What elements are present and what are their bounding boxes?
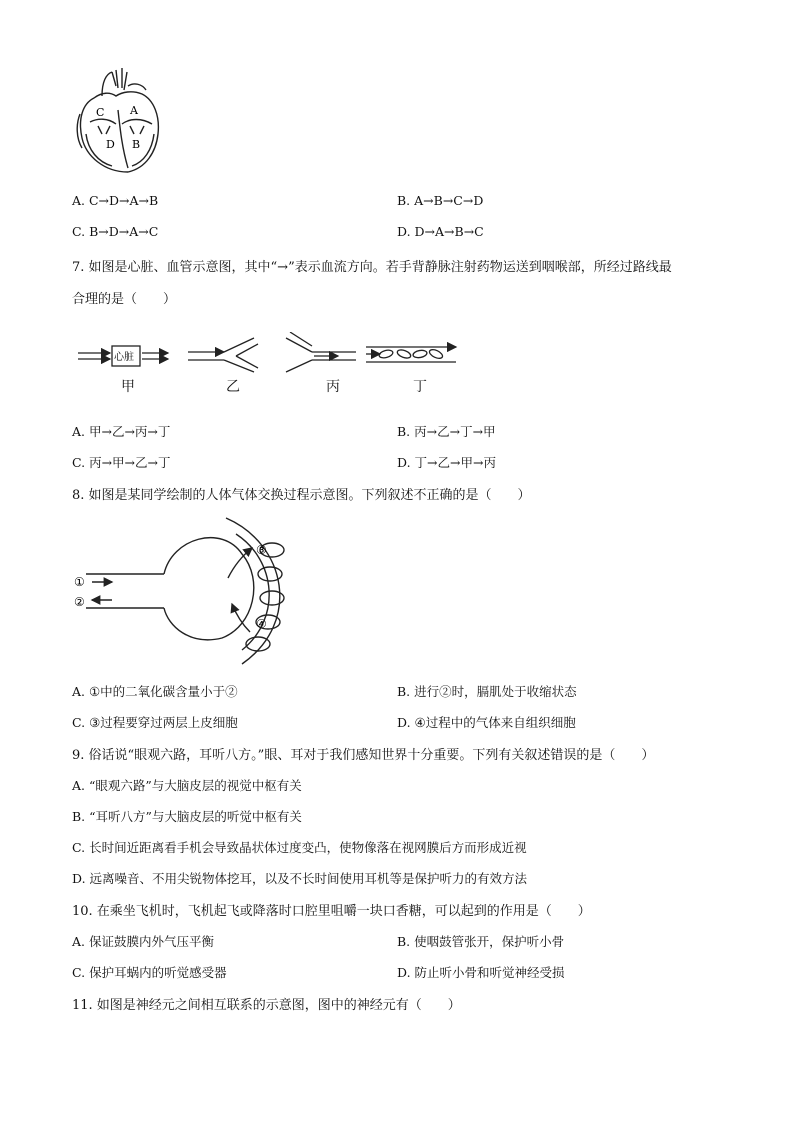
heart-box-label: 心脏 [114,352,134,363]
q7-option-b[interactable]: B. 丙→乙→丁→甲 [397,424,496,439]
q7-option-a[interactable]: A. 甲→乙→丙→丁 [72,424,171,439]
label-1: ① [74,575,85,589]
heart-diagram [72,68,168,176]
label-2: ② [74,595,85,609]
q8-stem: 8. 如图是某同学绘制的人体气体交换过程示意图。下列叙述不正确的是（ ） [72,488,531,503]
q7-stem-line1: 7. 如图是心脏、血管示意图，其中“→”表示血流方向。若手背静脉注射药物运送到咽喉部，所经过路线最 [72,260,672,275]
label-3: ③ [256,543,267,557]
q8-gas-exchange-diagram [72,514,312,670]
q6-option-d[interactable]: D. D→A→B→C [397,224,484,239]
q6-option-a[interactable]: A. C→D→A→B [72,193,159,208]
q9-option-d[interactable]: D. 远离噪音、不用尖锐物体挖耳，以及不长时间使用耳机等是保护听力的有效方法 [72,871,528,886]
q8-option-a[interactable]: A. ①中的二氧化碳含量小于② [72,684,238,699]
q6-option-c[interactable]: C. B→D→A→C [72,224,159,239]
q8-option-c[interactable]: C. ③过程要穿过两层上皮细胞 [72,715,238,730]
q8-option-d[interactable]: D. ④过程中的气体来自组织细胞 [397,715,576,730]
q7-stem-line2: 合理的是（ ） [72,292,177,307]
q7-caption-bing: 丙 [326,379,340,395]
q9-option-a[interactable]: A. “眼观六路”与大脑皮层的视觉中枢有关 [72,778,302,793]
q10-option-b[interactable]: B. 使咽鼓管张开，保护听小骨 [397,934,565,949]
q6-option-b[interactable]: B. A→B→C→D [397,193,484,208]
q7-caption-jia: 甲 [121,379,135,395]
q10-option-a[interactable]: A. 保证鼓膜内外气压平衡 [72,934,214,949]
q7-caption-ding: 丁 [413,379,427,395]
label-4: ④ [256,617,267,631]
q10-stem: 10. 在乘坐飞机时，飞机起飞或降落时口腔里咀嚼一块口香糖，可以起到的作用是（ ） [72,904,591,919]
q11-stem: 11. 如图是神经元之间相互联系的示意图，图中的神经元有（ ） [72,998,461,1013]
q9-stem: 9. 俗话说“眼观六路，耳听八方。”眼、耳对于我们感知世界十分重要。下列有关叙述错误的是（ ） [72,748,655,763]
q7-caption-yi: 乙 [226,379,240,395]
q8-option-b[interactable]: B. 进行②时，膈肌处于收缩状态 [397,684,577,699]
q9-option-b[interactable]: B. “耳听八方”与大脑皮层的听觉中枢有关 [72,809,302,824]
q9-option-c[interactable]: C. 长时间近距离看手机会导致晶状体过度变凸，使物像落在视网膜后方而形成近视 [72,840,527,855]
q7-option-c[interactable]: C. 丙→甲→乙→丁 [72,455,171,470]
heart-label-b: B [132,138,141,151]
heart-label-d: D [106,138,115,151]
q7-option-d[interactable]: D. 丁→乙→甲→丙 [397,455,496,470]
heart-label-c: C [96,106,105,119]
heart-label-a: A [130,104,138,117]
q10-option-c[interactable]: C. 保护耳蜗内的听觉感受器 [72,965,227,980]
q10-option-d[interactable]: D. 防止听小骨和听觉神经受损 [397,965,565,980]
